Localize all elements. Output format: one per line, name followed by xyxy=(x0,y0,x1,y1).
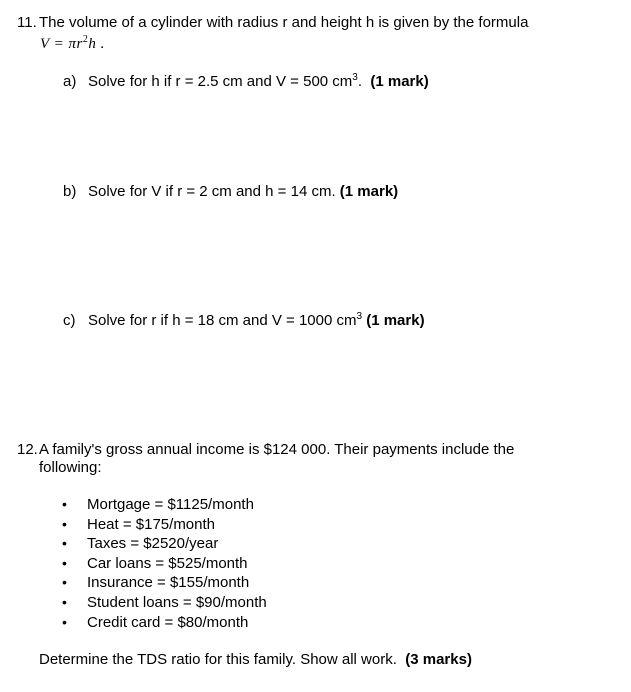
formula-main: V = πr xyxy=(40,36,83,52)
part-a-label: a) xyxy=(63,73,77,90)
question-11-text: The volume of a cylinder with radius r and height h is given by the formula xyxy=(39,14,529,31)
part-b-question: Solve for V if r = 2 cm and h = 14 cm. xyxy=(88,183,336,200)
bullet-icon: • xyxy=(62,613,67,630)
question-12-text-line2: following: xyxy=(39,459,102,476)
part-b-label: b) xyxy=(63,183,77,200)
payment-item-heat: Heat = $175/month xyxy=(87,515,216,533)
payment-item-student-loans: Student loans = $90/month xyxy=(87,593,267,611)
part-b-mark: (1 mark) xyxy=(339,183,399,200)
part-c-question: Solve for r if h = 18 cm and V = 1000 cm xyxy=(88,312,357,329)
instruction-mark: (3 marks) xyxy=(405,651,472,668)
bullet-icon: • xyxy=(62,574,67,591)
volume-formula xyxy=(40,36,105,53)
bullet-icon: • xyxy=(62,593,67,610)
question-12-instruction xyxy=(39,651,472,668)
part-c-sup: 3 xyxy=(356,311,363,322)
payment-item-taxes: Taxes = $2520/year xyxy=(87,535,219,553)
payment-list xyxy=(62,495,267,632)
payment-item-mortgage: Mortgage = $1125/month xyxy=(87,496,254,513)
payment-item-credit-card: Credit card = $80/month xyxy=(87,613,249,631)
part-a-mark: (1 mark) xyxy=(370,73,429,90)
question-11-number: 11. xyxy=(17,14,37,31)
list-item xyxy=(62,495,267,515)
list-item xyxy=(62,534,267,554)
payment-item-car-loans: Car loans = $525/month xyxy=(87,554,248,572)
bullet-icon: • xyxy=(62,554,67,571)
question-12-text-line1: A family's gross annual income is $124 000. Their payments include the xyxy=(39,441,515,458)
list-item xyxy=(62,613,267,633)
list-item xyxy=(62,554,267,574)
bullet-icon: • xyxy=(62,496,67,512)
list-item xyxy=(62,573,267,593)
part-c-text xyxy=(88,312,425,329)
part-c-mark: (1 mark) xyxy=(366,312,425,329)
part-c-label: c) xyxy=(63,312,76,329)
part-a-question: Solve for h if r = 2.5 cm and V = 500 cm xyxy=(88,73,353,90)
instruction-text: Determine the TDS ratio for this family. Show all work. xyxy=(39,651,397,668)
payment-item-insurance: Insurance = $155/month xyxy=(87,574,250,592)
part-a-sup: 3 xyxy=(352,72,358,83)
list-item xyxy=(62,593,267,613)
formula-exponent: 2 xyxy=(82,34,89,45)
list-item xyxy=(62,515,267,535)
part-a-after: . xyxy=(357,73,363,90)
question-12-number: 12. xyxy=(17,441,38,458)
bullet-icon: • xyxy=(62,515,67,532)
formula-tail: h . xyxy=(88,36,105,52)
part-b-text xyxy=(88,183,398,200)
part-a-text xyxy=(88,73,429,90)
bullet-icon: • xyxy=(62,535,67,552)
